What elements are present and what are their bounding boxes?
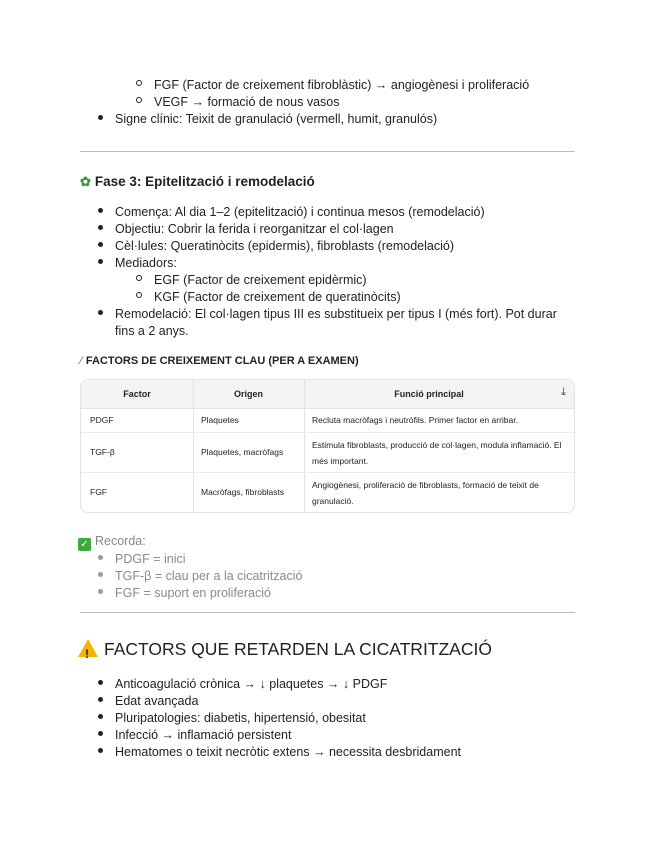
bullet — [98, 714, 103, 719]
table-cell-origen: Plaquetes — [201, 415, 239, 425]
list-item: PDGF = inici — [115, 552, 186, 566]
list-item: Comença: Al dia 1–2 (epitelització) i continua mesos (remodelació) — [115, 205, 485, 219]
magic-wand-icon: ⁄ — [80, 355, 82, 367]
table-cell-factor: TGF-β — [90, 447, 115, 457]
list-item: KGF (Factor de creixement de queratinòcits) — [154, 290, 401, 304]
list-item: Objectiu: Cobrir la ferida i reorganitzar el col·lagen — [115, 222, 394, 236]
list-item: Anticoagulació crònica → ↓ plaquetes → ↓ PDGF — [115, 677, 388, 691]
bullet — [98, 242, 103, 247]
list-item: Cèl·lules: Queratinòcits (epidermis), fibroblasts (remodelació) — [115, 239, 455, 253]
recorda-label — [78, 534, 146, 551]
row-divider — [81, 472, 574, 473]
column-header-origen: Origen — [233, 389, 263, 399]
bullet — [98, 115, 103, 120]
list-item: VEGF → formació de nous vasos — [154, 95, 340, 109]
bullet — [98, 731, 103, 736]
sub-bullet — [136, 292, 142, 298]
list-item: Mediadors: — [115, 256, 177, 270]
list-item: FGF (Factor de creixement fibroblàstic) → angiogènesi i proliferació — [154, 78, 530, 92]
table-cell-origen: Plaquetes, macròfags — [201, 447, 284, 457]
bullet — [98, 572, 103, 577]
table-title-text: FACTORS DE CREIXEMENT CLAU (PER A EXAMEN) — [85, 355, 359, 367]
warning-icon: ! — [78, 639, 98, 657]
bullet — [98, 208, 103, 213]
list-item-continuation: fins a 2 anys. — [115, 324, 189, 338]
list-item: Remodelació: El col·lagen tipus III es substitueix per tipus I (més fort). Pot durar — [115, 307, 557, 321]
sub-bullet — [136, 97, 142, 103]
table-cell-factor: FGF — [90, 487, 107, 497]
column-header-funcio: Funció principal — [394, 389, 464, 399]
table-title — [80, 355, 359, 367]
bullet — [98, 697, 103, 702]
download-icon[interactable]: ⤓ — [561, 386, 566, 398]
table-cell-funcio: Recluta macròfags i neutròfils. Primer factor en arribar. — [312, 415, 518, 425]
list-item: Hematomes o teixit necròtic extens → necessita desbridament — [115, 745, 461, 759]
table-cell-funcio: Estimula fibroblasts, producció de col·lagen, modula inflamació. El més important. — [312, 440, 562, 466]
list-item: TGF-β = clau per a la cicatrització — [115, 569, 303, 583]
bullet — [98, 310, 103, 315]
sub-bullet — [136, 275, 142, 281]
sub-bullet — [136, 80, 142, 86]
bullet — [98, 589, 103, 594]
list-item: Signe clínic: Teixit de granulació (vermell, humit, granulós) — [115, 112, 438, 126]
list-item: FGF = suport en proliferació — [115, 586, 271, 600]
heading-text: FACTORS QUE RETARDEN LA CICATRITZACIÓ — [104, 639, 492, 659]
growth-factors-table — [80, 379, 575, 513]
sprout-icon: ✿ — [80, 174, 91, 189]
divider — [80, 612, 575, 613]
check-mark-icon: ✓ — [78, 538, 91, 551]
list-item: Infecció → inflamació persistent — [115, 728, 292, 742]
recorda-text: Recorda: — [95, 534, 146, 548]
bullet — [98, 748, 103, 753]
table-cell-funcio: Angiogènesi, proliferació de fibroblasts, formació de teixit de granulació. — [312, 480, 539, 506]
column-header-factor: Factor — [123, 389, 151, 399]
bullet — [98, 225, 103, 230]
bullet — [98, 555, 103, 560]
heading-text: Fase 3: Epitelització i remodelació — [94, 174, 315, 189]
section-heading-fase3 — [80, 173, 315, 191]
divider — [80, 151, 575, 152]
list-item: Pluripatologies: diabetis, hipertensió, obesitat — [115, 711, 366, 725]
bullet — [98, 680, 103, 685]
row-divider — [81, 432, 574, 433]
list-item: EGF (Factor de creixement epidèrmic) — [154, 273, 367, 287]
table-cell-factor: PDGF — [90, 415, 114, 425]
section-heading-retarden — [78, 638, 492, 660]
bullet — [98, 259, 103, 264]
list-item: Edat avançada — [115, 694, 199, 708]
table-cell-origen: Macròfags, fibroblasts — [201, 487, 285, 497]
